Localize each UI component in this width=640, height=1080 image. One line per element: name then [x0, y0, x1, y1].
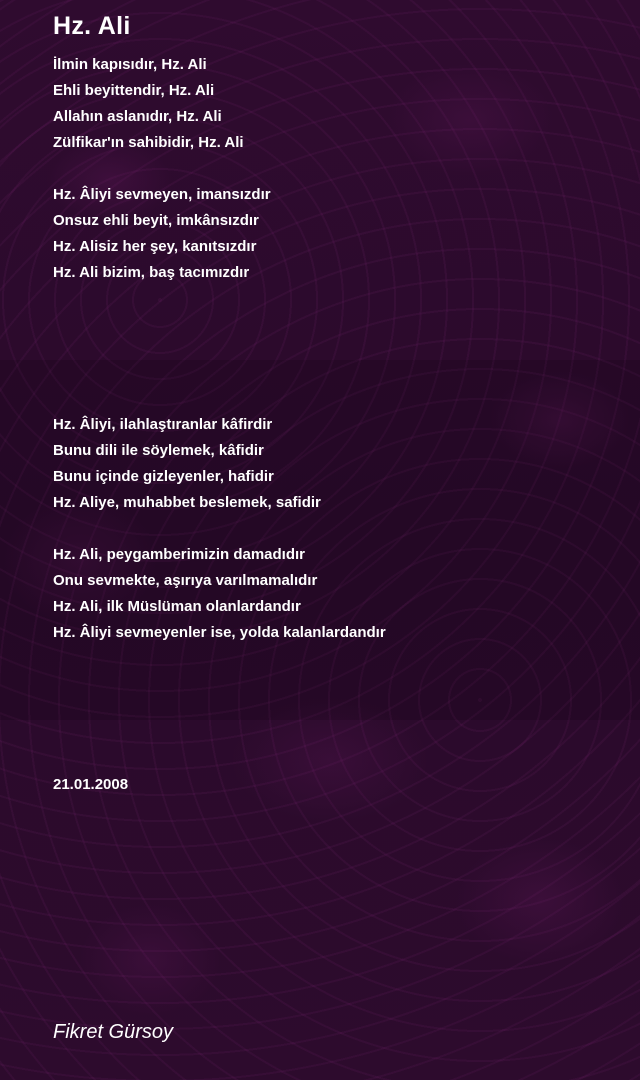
poem-line: Bunu dili ile söylemek, kâfidir	[53, 442, 264, 459]
poem-line: Hz. Ali bizim, baş tacımızdır	[53, 264, 250, 281]
poem-line: Hz. Âliyi, ilahlaştıranlar kâfirdir	[53, 416, 273, 433]
poem-line: Onu sevmekte, aşırıya varılmamalıdır	[53, 572, 318, 589]
stanza-1	[53, 52, 244, 156]
poem-date: 21.01.2008	[53, 776, 129, 793]
stanza-4	[53, 542, 386, 646]
poem-author: Fikret Gürsoy	[53, 1021, 174, 1043]
poem-title: Hz. Ali	[53, 12, 131, 40]
poem-line: Allahın aslanıdır, Hz. Ali	[53, 108, 222, 125]
stanza-2	[53, 182, 271, 286]
poem-line: Zülfikar'ın sahibidir, Hz. Ali	[53, 134, 244, 151]
stanza-3	[53, 412, 321, 516]
poem-line: Hz. Ali, peygamberimizin damadıdır	[53, 546, 305, 563]
poem-line: Hz. Âliyi sevmeyen, imansızdır	[53, 186, 271, 203]
poem-line: Onsuz ehli beyit, imkânsızdır	[53, 212, 259, 229]
poem-line: Bunu içinde gizleyenler, hafidir	[53, 468, 274, 485]
poem-line: Ehli beyittendir, Hz. Ali	[53, 82, 215, 99]
poem-line: Hz. Alisiz her şey, kanıtsızdır	[53, 238, 257, 255]
poem-line: Hz. Aliye, muhabbet beslemek, safidir	[53, 494, 321, 511]
poem-line: İlmin kapısıdır, Hz. Ali	[53, 56, 207, 73]
poem-line: Hz. Âliyi sevmeyenler ise, yolda kalanlardandır	[53, 624, 386, 641]
poem-line: Hz. Ali, ilk Müslüman olanlardandır	[53, 598, 301, 615]
